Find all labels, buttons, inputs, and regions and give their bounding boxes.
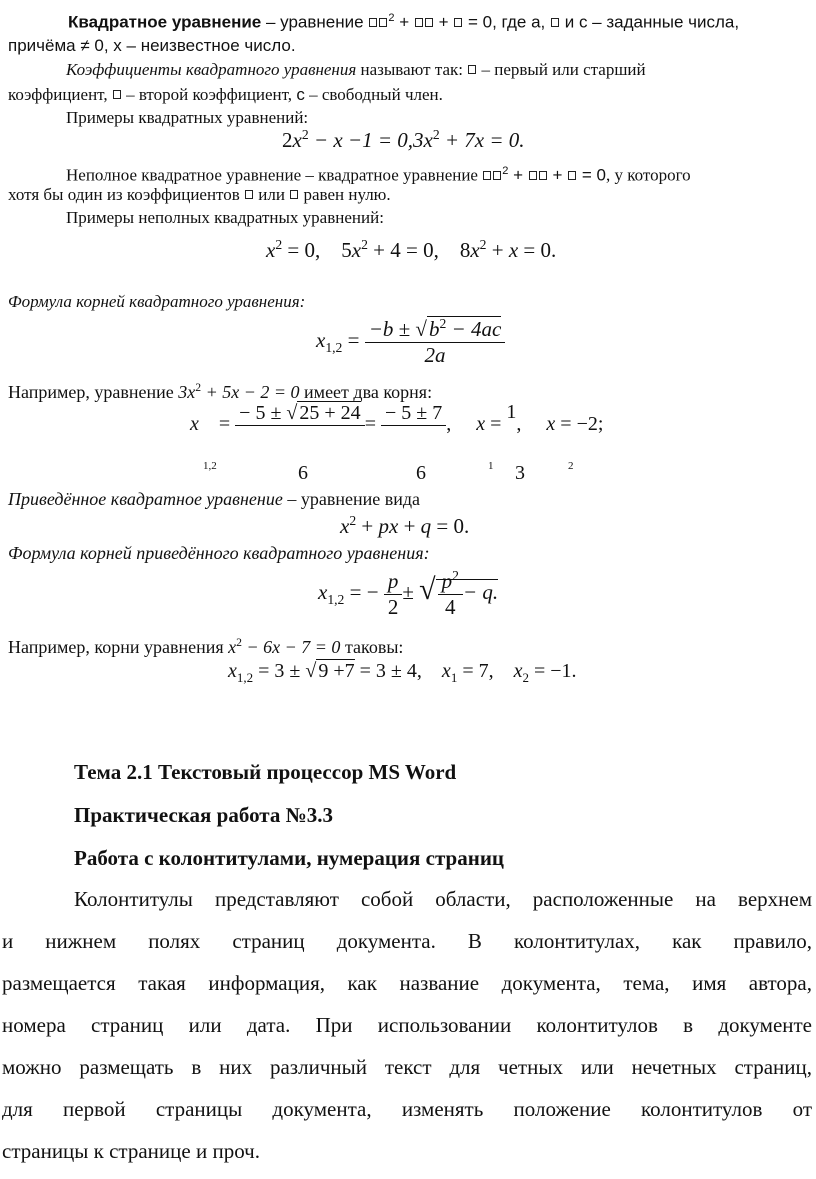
- formula-example1-den1: 6: [298, 462, 308, 484]
- roots-formula-label: Формула корней квадратного уравнения:: [8, 292, 306, 311]
- theme-heading: Тема 2.1 Текстовый процессор MS Word: [74, 760, 457, 784]
- term-quadratic-equation: Квадратное уравнение: [68, 12, 262, 32]
- formula-reduced: x$^2$ + px + q = 0.: [340, 513, 470, 538]
- formula-example1-sub: 1,2: [203, 460, 217, 472]
- reduced-roots-label: Формула корней приведённого квадратного уравнения:: [8, 543, 430, 563]
- incomplete-line-1: Неполное квадратное уравнение – квадратное уравнение $^2$ + + = 0, у которого: [66, 165, 691, 185]
- formula-reduced-roots: $x_{1,2}$ = − $\frac{p}{2}$ ± √ $\frac{p^2}{4}$ − q.: [318, 568, 499, 619]
- placeholder-icon: [113, 90, 121, 99]
- paragraph-line-3: размещается такая информация, как название документа, тема, имя автора,: [2, 971, 812, 995]
- paragraph-line-6: для первой страницы документа, изменять положение колонтитулов от: [2, 1097, 812, 1121]
- formula-example1-sub2: 2: [568, 460, 574, 472]
- paragraph-line-4: номера страниц или дата. При использовании колонтитулов в документе: [2, 1013, 812, 1037]
- incomplete-examples-label: Примеры неполных квадратных уравнений:: [66, 208, 384, 227]
- coefficients-line-2: коэффициент, – второй коэффициент, с – свободный член.: [8, 85, 443, 104]
- incomplete-line-2: хотя бы один из коэффициентов или равен нулю.: [8, 185, 391, 204]
- work-heading: Работа с колонтитулами, нумерация страниц: [74, 846, 505, 870]
- paragraph-line-1: Колонтитулы представляют собой области, расположенные на верхнем: [74, 887, 812, 911]
- definition-line-1: Квадратное уравнение – уравнение $^2$ + + = 0, где а, и с – заданные числа,: [68, 12, 740, 32]
- example1-line: Например, уравнение 3x$^2$ + 5x − 2 = 0 имеет два корня:: [8, 381, 433, 402]
- formula-example2: $x_{1,2} = 3$ ± √ 9 +7 = 3 ± 4, $x_1 = 7$, $x_2 = -1$.: [228, 660, 577, 685]
- paragraph-line-2: и нижнем полях страниц документа. В колонтитулах, как правило,: [2, 929, 812, 953]
- examples-label: Примеры квадратных уравнений:: [66, 108, 309, 127]
- paragraph-line-7: страницы к странице и проч.: [2, 1139, 260, 1163]
- formula-examples: 2x$^2$ − x −1 = 0,3x$^2$ + 7x = 0.: [282, 127, 525, 152]
- example2-line: Например, корни уравнения x$^2$ − 6x − 7 = 0 таковы:: [8, 636, 404, 657]
- practical-heading: Практическая работа №3.3: [74, 803, 333, 827]
- formula-incomplete-examples: x$^2$ = 0, 5x$^2$ + 4 = 0, 8x$^2$ + x = 0.: [266, 237, 557, 262]
- formula-example1-den2: 6: [416, 462, 426, 484]
- formula-example1-den3: 3: [515, 462, 525, 484]
- placeholder-icon: [290, 190, 298, 199]
- term-coefficients: Коэффициенты квадратного уравнения: [66, 60, 357, 79]
- reduced-label-line: Приведённое квадратное уравнение – уравнение вида: [8, 489, 420, 509]
- formula-example1: x = − 5 ± √ 25 + 24 = − 5 ± 7 , x = 1, x = −2;: [190, 401, 604, 436]
- placeholder-icon: [454, 18, 462, 27]
- placeholder-icon: [368, 13, 388, 32]
- placeholder-icon: [468, 65, 476, 74]
- formula-roots: $x_{1,2}$ = $\frac{-b \pm √b^2 - 4ac}{2a}$: [316, 316, 505, 368]
- formula-example1-sub1: 1: [488, 460, 494, 472]
- placeholder-icon: [245, 190, 253, 199]
- definition-line-2: причёма ≠ 0, х – неизвестное число.: [8, 36, 296, 55]
- placeholder-icon: [415, 18, 423, 27]
- placeholder-icon: [551, 18, 559, 27]
- paragraph-line-5: можно размещать в них различный текст для четных или нечетных страниц,: [2, 1055, 812, 1079]
- coefficients-line-1: Коэффициенты квадратного уравнения называют так: – первый или старший: [66, 60, 646, 79]
